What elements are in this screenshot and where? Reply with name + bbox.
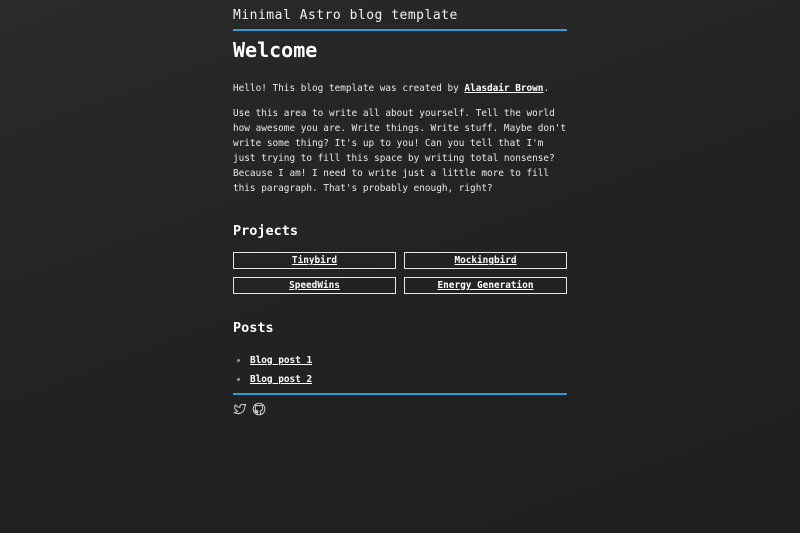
intro-suffix: . bbox=[543, 83, 550, 94]
posts-heading: Posts bbox=[233, 320, 274, 336]
project-link-mockingbird[interactable]: Mockingbird bbox=[404, 252, 567, 269]
github-icon[interactable] bbox=[252, 401, 266, 415]
bullet-icon bbox=[237, 378, 240, 381]
site-footer bbox=[233, 393, 567, 415]
intro-text: Hello! This blog template was created by bbox=[233, 83, 465, 94]
project-link-energy-generation[interactable]: Energy Generation bbox=[404, 277, 567, 294]
about-paragraph: Use this area to write all about yourself. Tell the world how awesome you are. Write things. Write stuff. Maybe don't write some thing? It's up to you! Can you tell that I'm just trying to fill this space by writing total nonsense? Because I am! I need to write just a little more to fill this paragraph. That's probably enough, right? bbox=[233, 108, 567, 194]
bullet-icon bbox=[237, 359, 240, 362]
author-link[interactable]: Alasdair Brown bbox=[464, 83, 544, 94]
footer-divider bbox=[233, 393, 567, 395]
twitter-icon[interactable] bbox=[233, 401, 247, 415]
site-title[interactable]: Minimal Astro blog template bbox=[233, 8, 458, 23]
posts-list bbox=[233, 351, 567, 389]
social-links bbox=[233, 401, 567, 415]
post-link[interactable]: Blog post 1 bbox=[250, 355, 313, 366]
intro-paragraph bbox=[233, 81, 567, 96]
main-content bbox=[233, 38, 567, 389]
header-divider bbox=[233, 29, 567, 31]
site-header bbox=[233, 8, 567, 31]
list-item bbox=[233, 370, 567, 389]
project-link-speedwins[interactable]: SpeedWins bbox=[233, 277, 396, 294]
project-link-tinybird[interactable]: Tinybird bbox=[233, 252, 396, 269]
projects-heading: Projects bbox=[233, 223, 299, 239]
post-link[interactable]: Blog post 2 bbox=[250, 374, 313, 385]
list-item bbox=[233, 351, 567, 370]
page-title: Welcome bbox=[233, 38, 318, 62]
page-container bbox=[233, 0, 567, 415]
projects-grid bbox=[233, 252, 567, 294]
